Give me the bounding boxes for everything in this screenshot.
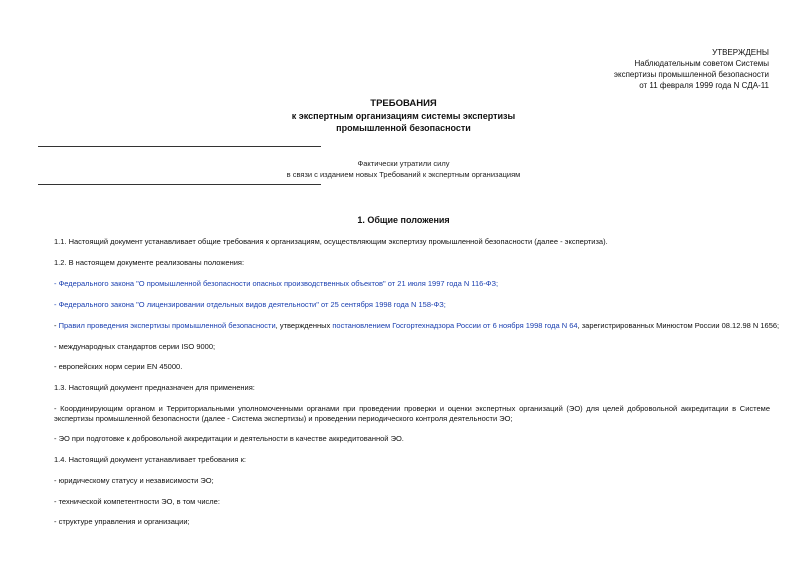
eo-list-item: - ЭО при подготовке к добровольной аккредитации и деятельности в качестве аккредитованной ЭО. xyxy=(54,434,404,443)
approval-stamp xyxy=(614,47,769,91)
approval-line-4: от 11 февраля 1999 года N СДА-11 xyxy=(639,81,769,90)
coordination-list-item: - Координирующим органом и Территориальными уполномоченными органами при проведении проверки и оценки экспертных организаций (ЭО) для целей добровольной аккредитации в Системе экспертизы промышленной безопасности (далее - Система экспертизы) и проведении периодического контроля деятельности ЭО; xyxy=(54,404,770,423)
approval-line-1: УТВЕРЖДЕНЫ xyxy=(712,48,769,57)
rules-link[interactable]: Правил проведения экспертизы промышленной безопасности xyxy=(58,321,276,330)
legal-status-list-item: - юридическому статусу и независимости ЭО; xyxy=(54,476,214,485)
approval-line-3: экспертизы промышленной безопасности xyxy=(613,70,769,79)
rules-list-item xyxy=(54,321,779,331)
resolution-link[interactable]: постановлением Госгортехнадзора России от 6 ноября 1998 года N 64 xyxy=(332,321,578,330)
rules-suffix: , зарегистрированных Минюстом России 08.12.98 N 1656; xyxy=(577,321,780,330)
document-title xyxy=(0,98,807,134)
paragraph-1-4: 1.4. Настоящий документ устанавливает требования к: xyxy=(54,455,246,464)
paragraph-1-1: 1.1. Настоящий документ устанавливает общие требования к организациям, осуществляющим экспертизу промышленной безопасности (далее - экспертиза). xyxy=(54,237,608,246)
paragraph-1-2: 1.2. В настоящем документе реализованы положения: xyxy=(54,258,245,267)
paragraph-1-3: 1.3. Настоящий документ предназначен для применения: xyxy=(54,383,255,392)
approval-line-2: Наблюдательным советом Системы xyxy=(634,59,769,68)
status-note xyxy=(0,158,807,180)
management-structure-list-item: - структуре управления и организации; xyxy=(54,517,190,526)
iso-list-item: - международных стандартов серии ISO 9000; xyxy=(54,342,216,351)
title-line-2: к экспертным организациям системы экспертизы xyxy=(291,111,516,121)
rules-prefix: - xyxy=(54,321,59,330)
divider-bottom xyxy=(38,184,321,185)
en-list-item: - европейских норм серии EN 45000. xyxy=(54,362,183,371)
law-158-link[interactable]: - Федерального закона "О лицензировании отдельных видов деятельности" от 25 сентября 1998 года N 158-ФЗ; xyxy=(54,300,446,309)
rules-mid: , утвержденных xyxy=(275,321,333,330)
technical-competence-list-item: - технической компетентности ЭО, в том числе: xyxy=(54,497,220,506)
divider-top xyxy=(38,146,321,147)
section-heading: 1. Общие положения xyxy=(357,215,450,225)
status-note-line-1: Фактически утратили силу xyxy=(357,159,450,168)
title-line-3: промышленной безопасности xyxy=(336,123,471,133)
law-116-link[interactable]: - Федерального закона "О промышленной безопасности опасных производственных объектов" от 21 июля 1997 года N 116-ФЗ; xyxy=(54,279,499,288)
status-note-line-2: в связи с изданием новых Требований к экспертным организациям xyxy=(286,170,521,179)
title-line-1: ТРЕБОВАНИЯ xyxy=(370,98,437,109)
